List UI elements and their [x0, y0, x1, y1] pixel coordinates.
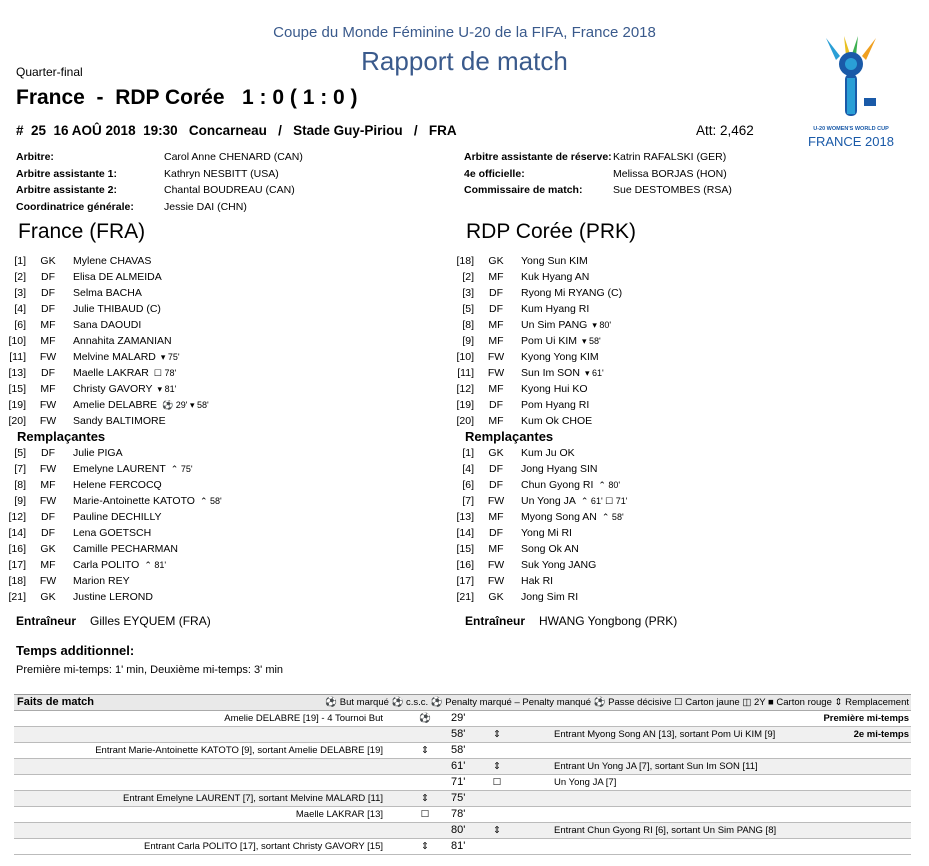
home-coach-name: Gilles EYQUEM (FRA) [90, 614, 211, 628]
player-name: Hak RI [521, 575, 554, 587]
round-label: Quarter-final [16, 65, 83, 79]
player-name: Annahita ZAMANIAN [73, 335, 172, 347]
player-name: Kum Hyang RI [521, 303, 590, 315]
match-fact-row [14, 743, 911, 759]
player-name: Sun Im SON [521, 367, 580, 379]
player-name: Kyong Hui KO [521, 383, 588, 395]
player-number: [6] [462, 479, 474, 491]
match-facts-legend: ⚽ But marqué ⚽ c.s.c. ⚽ Penalty marqué – Penalty manqué ⚽ Passe décisive ☐ Carton jaune ◫ 2Y ■ Carton rouge ⇕ Remplacement [325, 697, 909, 708]
fact-minute: 58' [451, 728, 466, 740]
player-name: Un Yong JA [521, 495, 576, 507]
player-events: ⚽ 29' ▾ 58' [162, 400, 209, 410]
player-row [452, 397, 627, 413]
substitution-icon: ⇕ [493, 729, 501, 740]
fact-away-text: Un Yong JA [7] [554, 777, 617, 788]
player-row [452, 573, 627, 589]
player-position: GK [488, 255, 504, 267]
player-row [4, 333, 222, 349]
player-row [452, 541, 627, 557]
player-row [4, 557, 222, 573]
official-role: Coordinatrice générale: [16, 200, 134, 213]
player-name: Maelle LAKRAR [73, 367, 149, 379]
fact-period-note: 2e mi-temps [853, 729, 909, 740]
player-position: MF [40, 559, 56, 571]
player-events: ▾ 75' [160, 352, 180, 362]
player-number: [11] [457, 367, 474, 379]
away-coach [465, 614, 677, 628]
fact-minute: 75' [451, 792, 466, 804]
player-position: FW [39, 575, 57, 587]
player-row [452, 589, 627, 605]
player-number: [7] [462, 495, 474, 507]
attendance: Att: 2,462 [696, 123, 754, 138]
competition-title: Coupe du Monde Féminine U-20 de la FIFA, France 2018 [273, 24, 656, 41]
official-name: Melissa BORJAS (HON) [613, 167, 727, 180]
player-name: Yong Mi RI [521, 527, 572, 539]
logo-line-2: FRANCE 2018 [808, 134, 894, 149]
official-name: Sue DESTOMBES (RSA) [613, 184, 732, 196]
fact-home-text: Entrant Marie-Antoinette KATOTO [9], sortant Amelie DELABRE [19] [95, 745, 383, 756]
player-position: FW [39, 463, 57, 475]
official-name: Carol Anne CHENARD (CAN) [164, 151, 303, 163]
player-position: FW [487, 559, 505, 571]
tournament-logo [806, 34, 896, 152]
player-name: Pauline DECHILLY [73, 511, 162, 523]
player-events: ⌃ 80' [598, 480, 621, 490]
match-fact-row [14, 759, 911, 775]
player-position: GK [40, 255, 56, 267]
player-number: [20] [456, 415, 474, 427]
player-row [452, 365, 627, 381]
player-position: GK [40, 543, 56, 555]
player-name: Un Sim PANG [521, 319, 588, 331]
player-row [452, 285, 627, 301]
player-number: [6] [14, 319, 26, 331]
match-info: # 25 16 AOÛ 2018 19:30 Concarneau / Stade Guy-Piriou / FRA [16, 123, 457, 138]
player-row [4, 413, 222, 429]
official-role: Arbitre assistante 2: [16, 184, 117, 196]
player-position: FW [39, 399, 57, 411]
player-row [452, 509, 627, 525]
player-name: Amelie DELABRE [73, 399, 158, 411]
player-name: Julie THIBAUD (C) [73, 303, 161, 315]
player-row [4, 381, 222, 397]
player-number: [7] [14, 463, 26, 475]
player-name: Sana DAOUDI [73, 319, 142, 331]
player-position: FW [487, 367, 505, 379]
player-position: FW [487, 351, 505, 363]
player-number: [9] [462, 335, 474, 347]
player-number: [12] [456, 383, 474, 395]
player-row [4, 525, 222, 541]
player-number: [2] [462, 271, 474, 283]
player-position: DF [489, 287, 503, 299]
player-row [4, 541, 222, 557]
player-row [452, 317, 627, 333]
player-number: [8] [14, 479, 26, 491]
player-row [4, 285, 222, 301]
yellow-card-icon: ☐ [492, 777, 502, 788]
player-row [4, 461, 222, 477]
official-role: Arbitre assistante 1: [16, 167, 117, 180]
player-position: FW [487, 575, 505, 587]
player-position: MF [488, 335, 504, 347]
player-row [4, 269, 222, 285]
fact-minute: 81' [451, 840, 466, 852]
player-row [4, 445, 222, 461]
player-number: [18] [8, 575, 26, 587]
player-position: MF [488, 383, 504, 395]
player-number: [20] [8, 415, 26, 427]
player-events: ▾ 81' [157, 384, 177, 394]
player-events: ▾ 61' [584, 368, 604, 378]
official-role: Arbitre: [16, 151, 54, 163]
player-name: Pom Ui KIM [521, 335, 578, 347]
player-number: [19] [456, 399, 474, 411]
player-position: MF [40, 335, 56, 347]
player-number: [17] [456, 575, 474, 587]
player-number: [3] [462, 287, 474, 299]
player-row [452, 253, 627, 269]
away-coach-name: HWANG Yongbong (PRK) [539, 614, 678, 628]
player-number: [11] [9, 351, 26, 363]
fact-minute: 80' [451, 824, 466, 836]
match-fact-row [14, 807, 911, 823]
logo-line-1: U-20 WOMEN'S WORLD CUP [813, 126, 889, 132]
player-number: [10] [8, 335, 26, 347]
away-coach-label: Entraîneur [465, 614, 526, 628]
fact-period-note: Première mi-temps [823, 713, 909, 724]
player-row [4, 301, 222, 317]
player-row [452, 557, 627, 573]
match-fact-row [14, 791, 911, 807]
player-row [452, 461, 627, 477]
extra-time-heading: Temps additionnel: [16, 643, 135, 658]
player-number: [2] [14, 271, 26, 283]
player-name: Carla POLITO [73, 559, 140, 571]
player-events: ☐ 78' [153, 368, 177, 378]
player-position: FW [39, 415, 57, 427]
home-coach [16, 614, 211, 628]
official-name: Jessie DAI (CHN) [164, 200, 247, 213]
player-number: [3] [14, 287, 26, 299]
match-fact-row [14, 711, 911, 727]
official-role: Commissaire de match: [464, 184, 583, 196]
player-events: ⌃ 58' [199, 496, 222, 506]
home-player-list [4, 253, 222, 605]
official-role: Arbitre assistante de réserve: [464, 151, 612, 163]
player-row [452, 413, 627, 429]
player-number: [4] [462, 463, 474, 475]
player-name: Elisa DE ALMEIDA [73, 271, 162, 283]
player-row [4, 253, 222, 269]
player-name: Song Ok AN [521, 543, 579, 555]
player-name: Yong Sun KIM [521, 255, 588, 267]
player-row [4, 589, 222, 605]
player-events: ⌃ 75' [170, 464, 193, 474]
player-position: GK [488, 447, 504, 459]
fact-away-text: Entrant Chun Gyong RI [6], sortant Un Sim PANG [8] [554, 825, 777, 836]
player-row [452, 525, 627, 541]
match-fact-row [14, 839, 911, 855]
fact-minute: 61' [451, 760, 466, 772]
player-number: [12] [8, 511, 26, 523]
player-number: [5] [462, 303, 474, 315]
player-position: DF [41, 271, 55, 283]
player-position: FW [487, 495, 505, 507]
player-name: Kuk Hyang AN [521, 271, 590, 283]
player-position: DF [489, 479, 503, 491]
player-position: DF [41, 511, 55, 523]
player-row [4, 317, 222, 333]
player-name: Pom Hyang RI [521, 399, 590, 411]
player-position: MF [40, 319, 56, 331]
official-role: 4e officielle: [464, 167, 525, 180]
player-number: [9] [14, 495, 26, 507]
player-number: [14] [456, 527, 474, 539]
fact-home-text: Amelie DELABRE [19] - 4 Tournoi But [224, 713, 383, 724]
player-number: [19] [8, 399, 26, 411]
fact-home-text: Entrant Emelyne LAURENT [7], sortant Melvine MALARD [11] [123, 793, 383, 804]
player-position: MF [40, 383, 56, 395]
player-number: [21] [456, 591, 474, 603]
substitution-icon: ⇕ [493, 825, 501, 836]
player-row [4, 349, 222, 365]
substitution-icon: ⇕ [421, 841, 429, 852]
score-line: France - RDP Corée 1 : 0 ( 1 : 0 ) [16, 86, 358, 109]
player-number: [18] [456, 255, 474, 267]
player-events: ▾ 80' [592, 320, 612, 330]
substitution-icon: ⇕ [493, 761, 501, 772]
fact-home-text: Entrant Carla POLITO [17], sortant Christy GAVORY [15] [143, 841, 383, 852]
player-position: GK [40, 591, 56, 603]
player-name: Mylene CHAVAS [73, 255, 152, 267]
player-number: [1] [14, 255, 26, 267]
away-team-title: RDP Corée (PRK) [466, 220, 636, 243]
player-position: DF [41, 447, 55, 459]
player-name: Kum Ju OK [521, 447, 575, 459]
player-position: MF [488, 319, 504, 331]
fact-home-text: Maelle LAKRAR [13] [295, 809, 383, 820]
match-fact-row [14, 823, 911, 839]
player-events: ⌃ 81' [144, 560, 167, 570]
player-number: [16] [8, 543, 26, 555]
fact-minute: 71' [451, 776, 466, 788]
player-row [4, 477, 222, 493]
match-fact-row [14, 727, 911, 743]
logo-badge: FIFA [866, 106, 877, 112]
player-name: Suk Yong JANG [521, 559, 597, 571]
player-name: Sandy BALTIMORE [73, 415, 166, 427]
player-name: Selma BACHA [73, 287, 142, 299]
player-position: FW [39, 351, 57, 363]
player-name: Christy GAVORY [73, 383, 153, 395]
match-fact-row [14, 775, 911, 791]
player-position: MF [488, 271, 504, 283]
player-events: ⌃ 61' ☐ 71' [580, 496, 628, 506]
player-number: [15] [8, 383, 26, 395]
player-position: GK [488, 591, 504, 603]
player-name: Helene FERCOCQ [73, 479, 162, 491]
player-name: Justine LEROND [73, 591, 153, 603]
player-number: [10] [456, 351, 474, 363]
player-row [452, 493, 627, 509]
player-name: Jong Hyang SIN [521, 463, 598, 475]
player-row [452, 349, 627, 365]
player-row [452, 445, 627, 461]
player-number: [16] [456, 559, 474, 571]
player-position: DF [489, 527, 503, 539]
official-name: Kathryn NESBITT (USA) [164, 167, 279, 180]
home-coach-label: Entraîneur [16, 614, 77, 628]
away-player-list [452, 253, 627, 605]
player-position: MF [488, 415, 504, 427]
yellow-card-icon: ☐ [420, 809, 430, 820]
official-name: Katrin RAFALSKI (GER) [613, 151, 727, 163]
goal-icon: ⚽ [419, 713, 431, 724]
player-position: DF [41, 527, 55, 539]
player-events: ⌃ 58' [601, 512, 624, 522]
player-name: Melvine MALARD [73, 351, 156, 363]
player-name: Jong Sim RI [521, 591, 579, 603]
player-name: Kum Ok CHOE [521, 415, 593, 427]
player-position: MF [40, 479, 56, 491]
player-number: [5] [14, 447, 26, 459]
fact-away-text: Entrant Myong Song AN [13], sortant Pom Ui KIM [9] [554, 729, 776, 740]
substitution-icon: ⇕ [421, 793, 429, 804]
fact-minute: 58' [451, 744, 466, 756]
player-name: Chun Gyong RI [521, 479, 594, 491]
player-row [4, 493, 222, 509]
player-row [452, 477, 627, 493]
substitutes-heading: Remplaçantes [465, 429, 554, 444]
home-team-title: France (FRA) [18, 220, 146, 243]
player-name: Lena GOETSCH [73, 527, 152, 539]
match-facts-header [14, 695, 911, 711]
player-row [4, 573, 222, 589]
match-facts-table [14, 694, 911, 855]
fact-minute: 78' [451, 808, 466, 820]
player-number: [14] [8, 527, 26, 539]
fact-minute: 29' [451, 712, 466, 724]
extra-time-text: Première mi-temps: 1' min, Deuxième mi-temps: 3' min [16, 664, 284, 676]
player-row [452, 381, 627, 397]
player-position: DF [41, 287, 55, 299]
player-position: DF [489, 303, 503, 315]
player-position: DF [41, 303, 55, 315]
report-title: Rapport de match [361, 46, 568, 76]
player-name: Ryong Mi RYANG (C) [521, 287, 623, 299]
player-position: DF [41, 367, 55, 379]
player-name: Marie-Antoinette KATOTO [73, 495, 195, 507]
player-name: Camille PECHARMAN [73, 543, 179, 555]
player-number: [4] [14, 303, 26, 315]
player-row [4, 509, 222, 525]
substitution-icon: ⇕ [421, 745, 429, 756]
match-facts-rows [14, 711, 911, 855]
player-row [4, 365, 222, 381]
player-number: [1] [462, 447, 474, 459]
player-number: [8] [462, 319, 474, 331]
player-position: DF [489, 399, 503, 411]
player-number: [13] [456, 511, 474, 523]
player-row [452, 333, 627, 349]
player-position: DF [489, 463, 503, 475]
match-facts-title: Faits de match [17, 696, 95, 708]
player-row [4, 397, 222, 413]
fact-away-text: Entrant Un Yong JA [7], sortant Sun Im SON [11] [554, 761, 758, 772]
substitutes-heading: Remplaçantes [17, 429, 106, 444]
player-number: [15] [456, 543, 474, 555]
player-position: MF [488, 543, 504, 555]
player-name: Emelyne LAURENT [73, 463, 166, 475]
player-number: [21] [8, 591, 26, 603]
player-name: Kyong Yong KIM [521, 351, 599, 363]
player-position: FW [39, 495, 57, 507]
player-number: [17] [8, 559, 26, 571]
player-events: ▾ 58' [582, 336, 601, 346]
player-name: Julie PIGA [73, 447, 123, 459]
player-number: [13] [8, 367, 26, 379]
player-name: Marion REY [73, 575, 130, 587]
trophy-logo-icon [806, 34, 896, 122]
player-row [452, 301, 627, 317]
player-row [452, 269, 627, 285]
player-position: MF [488, 511, 504, 523]
player-name: Myong Song AN [521, 511, 597, 523]
official-name: Chantal BOUDREAU (CAN) [164, 184, 295, 196]
